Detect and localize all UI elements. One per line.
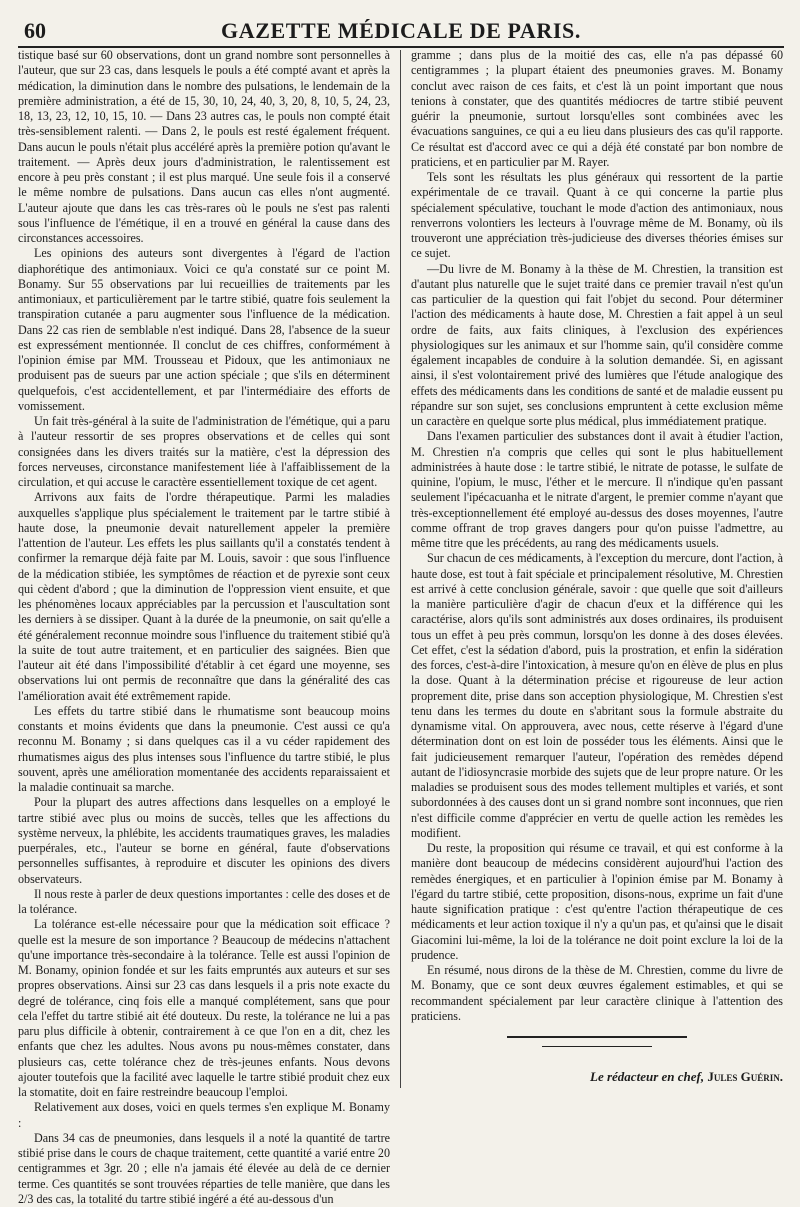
- signature-role: Le rédacteur en chef,: [590, 1069, 705, 1084]
- running-title: GAZETTE MÉDICALE DE PARIS.: [221, 18, 581, 43]
- left-column: [18, 48, 400, 1206]
- paragraph: Dans 34 cas de pneumonies, dans lesquels il a noté la quantité de tartre stibié prise dans le cours de chaque traitement, cette quantité a varié entre 20 centigrammes et 3gr. 20 ; elle n'a jamais été élevée au delà de ce dernier terme. Ces quantités se sont trouvées réparties de telle manière, que dans les 2/3 des cas, la totalité du tartre stibié ingéré a été au-dessous d'un: [18, 1130, 390, 1206]
- paragraph: Les opinions des auteurs sont divergentes à l'égard de l'action diaphorétique des antimoniaux. Voici ce qu'a constaté sur ce point M. Bonamy. Sur 55 observations par lui recueillies de traitements par les antimoniaux, et particulièrement par le tartre stibié, quatre fois seulement la transpiration cutanée a paru augmenter sous l'influence de la médication. Dans 22 cas rien de semblable n'est indiqué. Dans 28, l'absence de la sueur est expressément mentionnée. Il conclut de ces chiffres, conformément à l'opinion émise par MM. Trousseau et Pidoux, que les antimoniaux ne produisent pas de sueurs par une action spéciale ; que s'ils en déterminent quelquefois, c'est accidentellement, et par l'intermédiaire des efforts de vomissement.: [18, 246, 390, 413]
- paragraph: —Du livre de M. Bonamy à la thèse de M. Chrestien, la transition est d'autant plus naturelle que le sujet traité dans ce premier travail n'est qu'un cas particulier de la question qui fait l'objet du second. Pour déterminer l'action des médicaments à haute dose, M. Chrestien a fait appel à un seul ordre de faits, aux faits cliniques, à l'exclusion des expériences physiologiques sur les animaux et sur l'homme sain, qu'il considère comme également incapables de conduire à la solution demandée. Si, en agissant ainsi, il s'est volontairement privé des lumières que l'étude analogique des effets des médicaments dans les conditions de santé et de maladie eussent pu répandre sur son sujet, ses conclusions empruntent à cette exclusion même un caractère en quelque sorte plus médical, plus immédiatement pratique.: [411, 261, 783, 428]
- paragraph: La tolérance est-elle nécessaire pour que la médication soit efficace ? quelle est la mesure de son importance ? Beaucoup de médecins n'attachent qu'une importance très-secondaire à la tolérance. Telle est aussi l'opinion de M. Bonamy, opinion fondée et sur les faits empruntés aux auteurs et sur ses propres observations. Ainsi sur 23 cas dans lesquels il a pris note exacte du degré de tolérance, cinq fois elle a manqué complétement, sans que pour cela l'effet du tartre stibié ait été douteux. Du reste, la tolérance ne lui a pas paru plus difficile à obtenir, contrairement à ce que l'on en a dit, chez les enfants que chez les adultes. Nous avons pu nous-mêmes constater, dans plusieurs cas, cette tolérance chez de très-jeunes enfants. Nous devons ajouter toutefois que la facilité avec laquelle le tartre stibié produit chez eux la stomatite, doit en faire restreindre beaucoup l'emploi.: [18, 917, 390, 1099]
- paragraph: Arrivons aux faits de l'ordre thérapeutique. Parmi les maladies auxquelles s'applique plus spécialement le traitement par le tartre stibié à haute dose, la pneumonie devait naturellement appeler la première l'attention de l'auteur. Les effets les plus saillants qu'il a constatés tendent à confirmer la remarque déjà faite par M. Louis, savoir : que sous l'influence de la médication stibiée, les symptômes de réaction et de pyrexie sont ceux qui cèdent d'abord ; que la diminution de l'oppression vient ensuite, et que les phénomènes locaux appréciables par la percussion et l'auscultation sont les derniers à se dissiper. Quant à la durée de la pneumonie, on sait qu'elle a été généralement reconnue moindre sous l'influence du traitement stibié qu'à la suite de tout autre traitement, et en particulier des saignées. Bien que l'auteur ait été dans l'impossibilité d'établir à cet égard une moyenne, ses observations lui ont permis de reconnaître que dans la généralité des cas l'amélioration avait été extrêmement rapide.: [18, 490, 390, 703]
- section-separator: [507, 1036, 687, 1038]
- paragraph: Un fait très-général à la suite de l'administration de l'émétique, qui a paru à l'auteur ressortir de ses propres observations et de celles qui sont consignées dans les divers traités sur la matière, c'est la dépression des forces nerveuses, circonstance manifestement liée à l'affaiblissement de la circulation, et qui accuse le caractère essentiellement toxique de cet agent.: [18, 414, 390, 489]
- paragraph: Du reste, la proposition qui résume ce travail, et qui est conforme à la manière dont beaucoup de médecins considèrent aujourd'hui l'action des remèdes énergiques, et en particulier à l'opinion émise par M. Bonamy à l'égard du tartre stibié, cette proposition, disons-nous, exprime un fait d'une haute signification pratique : c'est qu'entre l'action thérapeutique de ces médicaments et leur action toxique il n'y a qu'un pas, et qu'ainsi que le disait Giacomini lui-même, la loi de la tolérance ne doit point exclure la loi de la prudence.: [411, 841, 783, 962]
- page-number: 60: [24, 18, 46, 43]
- text-columns: [18, 48, 784, 1206]
- section-separator-short: [542, 1046, 652, 1047]
- paragraph: Il nous reste à parler de deux questions importantes : celle des doses et de la tolérance.: [18, 886, 390, 916]
- right-column: [401, 48, 783, 1088]
- paragraph: En résumé, nous dirons de la thèse de M. Chrestien, comme du livre de M. Bonamy, que ce sont deux œuvres également estimables, et qui se recommandent spécialement par leur caractère clinique à l'attention des praticiens.: [411, 963, 783, 1023]
- page-header: [18, 14, 784, 48]
- paragraph: Pour la plupart des autres affections dans lesquelles on a employé le tartre stibié avec plus ou moins de succès, telles que les affections du système nerveux, la phlébite, les accidents traumatiques graves, les maladies puerpérales, etc., l'auteur se borne en général, faute d'observations personnelles suffisantes, à reproduire et discuter les opinions des divers observateurs.: [18, 795, 390, 886]
- paragraph: Relativement aux doses, voici en quels termes s'en explique M. Bonamy :: [18, 1100, 390, 1130]
- paragraph: Sur chacun de ces médicaments, à l'exception du mercure, dont l'action, à haute dose, est tout à fait spéciale et principalement résolutive, M. Chrestien est arrivé à cette conclusion générale, savoir : que quelle que soit d'ailleurs la manière particulière d'agir de chacun d'eux et la différence qui les caractérise, alors qu'ils sont administrés aux doses ordinaires, ils produisent tous un effet à peu près commun, lorsqu'on les donne à des doses élevées. Cet effet, c'est la sédation d'abord, puis la prostration, et enfin la sidération des forces, c'est-à-dire l'intoxication, à mesure qu'on en élève de plus en plus la dose. Quant à la détermination précise et rigoureuse de leur action proprement dite, prise dans son acception physiologique, M. Chrestien s'est tenu dans les termes du doute en s'abritant sous la formule abstraite du dynamisme vital. On approuvera, avec nous, cette réserve à l'égard d'une détermination dont on est loin de posséder tous les éléments. Ainsi que le fait judicieusement remarquer l'auteur, l'opération des remèdes dépend autant de l'idiosyncrasie morbide des sujets que de leur propre nature. Or les maladies se produisent sous des modes tellement multiples et variés, et sont subordonnées à des causes dont un si grand nombre sont inconnues, que rien n'est difficile comme d'apprécier en vertu de quelle action les remèdes les modifient.: [411, 551, 783, 840]
- signature-name: Jules Guérin.: [707, 1069, 783, 1084]
- paragraph: Les effets du tartre stibié dans le rhumatisme sont beaucoup moins constants et moins évidents que dans la pneumonie. C'est aussi ce qu'a reconnu M. Bonamy ; si dans quelques cas il a vu céder rapidement des rhumatismes aigus des plus intenses sous l'influence du tartre stibié, le plus souvent, après une amélioration momentanée des accidents reparaissaient et la maladie continuait sa marche.: [18, 703, 390, 794]
- paragraph: gramme ; dans plus de la moitié des cas, elle n'a pas dépassé 60 centigrammes ; la plupart étaient des pneumonies graves. M. Bonamy conclut avec raison de ces faits, et c'est là un point important que nous tenions à constater, que des quantités médiocres de tartre stibié peuvent guérir la pneumonie, surtout lorsqu'elles sont combinées avec les évacuations sanguines, ce qui a eu lieu dans plusieurs des cas qu'il rapporte. Ce résultat est d'accord avec ce qui a déjà été constaté par bon nombre de praticiens, et en particulier par M. Rayer.: [411, 48, 783, 169]
- paragraph: Dans l'examen particulier des substances dont il avait à étudier l'action, M. Chrestien n'a compris que celles qui sont le plus habituellement administrées à haute dose : le tartre stibié, le nitrate de potasse, le sulfate de quinine, l'opium, le musc, l'éther et le mercure. Il n'indique qu'en passant seulement l'ipécacuanha et le nitrate d'argent, le premier comme n'ayant que très-exceptionnellement été employé au-dessus des doses moyennes, l'autre comme offrant de trop graves dangers pour qu'on puisse l'admettre, au même titre que les précédents, au rang des médicaments usuels.: [411, 429, 783, 550]
- paragraph: tistique basé sur 60 observations, dont un grand nombre sont personnelles à l'auteur, que sur 23 cas, dans lesquels le pouls a été compté avant et après la médication, la diminution dans le nombre des pulsations, le lendemain de la première administration, a été de 15, 30, 10, 24, 40, 3, 20, 8, 10, 5, 24, 23, 18, 13, 23, 12, 10, 15, 10. — Dans 23 autres cas, le pouls non compté était très-sensiblement ralenti. — Dans 2, le pouls est resté également fréquent. Dans aucun le pouls n'était plus accéléré après la première potion qu'avant le traitement. — Après deux jours d'administration, le ralentissement est encore à peu près constant ; il est plus marqué. Une seule fois il a conservé le même nombre de pulsations. Dans aucun cas elles n'ont augmenté. L'auteur ajoute que dans les cas très-rares où le pouls ne s'est pas ralenti sous l'influence de l'émétique, il en a trouvé en général la cause dans des circonstances accessoires.: [18, 48, 390, 245]
- paragraph: Tels sont les résultats les plus généraux qui ressortent de la partie expérimentale de ce travail. Quant à ce qui concerne la partie plus spécialement spéculative, touchant le mode d'action des antimoniaux, nous renverrons volontiers les lecteurs à l'ouvrage même de M. Bonamy, où ils trouveront une appréciation très-judicieuse des diverses théories émises sur ce sujet.: [411, 170, 783, 261]
- editor-signature: [411, 1069, 783, 1084]
